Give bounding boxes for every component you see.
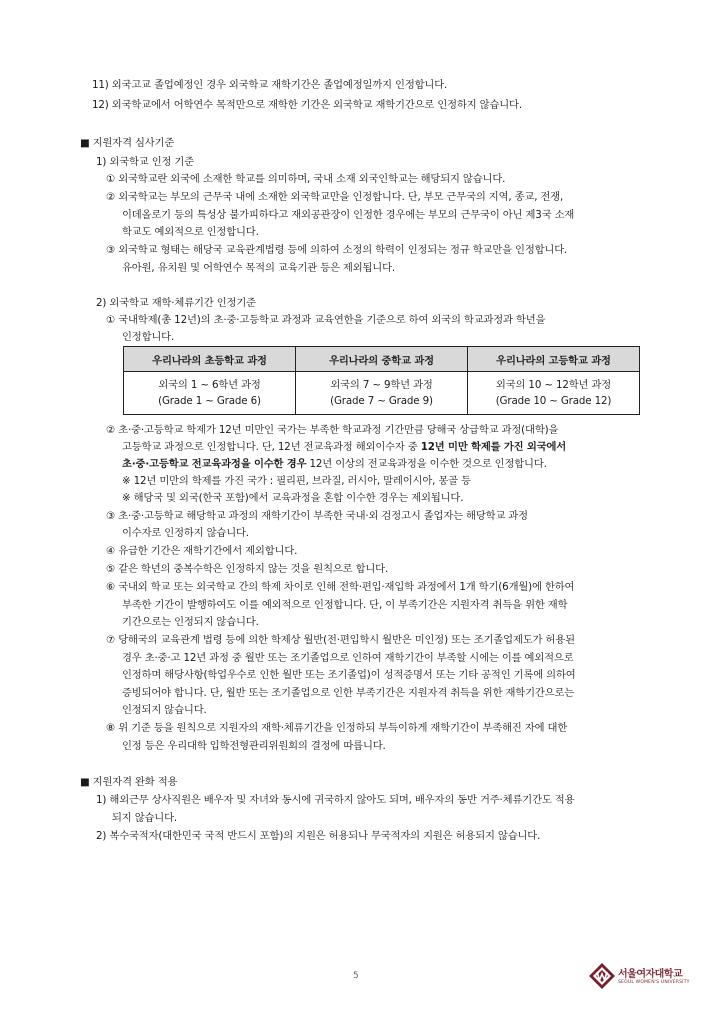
criteria-2-3-cont: 이수자로 인정하지 않습니다.	[122, 527, 249, 539]
criteria-2-7-cont4: 인정되지 않습니다.	[122, 704, 207, 716]
criteria-1-1: ① 외국학교란 외국에 소재한 학교를 의미하며, 국내 소재 외국인학교는 해당되지 않습니다.	[106, 173, 506, 185]
criteria-2-6: ⑥ 국내외 학교 또는 외국학교 간의 학제 차이로 인해 전학·편입·재입학 과정에서 1개 학기(6개월)에 한하여	[106, 581, 575, 593]
logo-name: 서울여자대학교	[618, 969, 683, 980]
cell-high: 외국의 10 ~ 12학년 과정 (Grade 10 ~ Grade 12)	[468, 372, 640, 415]
note-countries: ※ 12년 미만의 학제를 가진 국가 : 필리핀, 브라질, 러시아, 말레이시아, 몽골 등	[122, 475, 471, 487]
item-11: 11) 외국고교 졸업예정인 경우 외국학교 재학기간은 졸업예정일까지 인정합니다.	[92, 79, 448, 91]
criteria-2-2-cont2: 초·중·고등학교 전교육과정을 이수한 경우 12년 이상의 전교육과정을 이수한 것으로 인정합니다.	[122, 458, 547, 470]
criteria-2-8: ⑧ 위 기준 등을 원칙으로 지원자의 재학·체류기간을 인정하되 부득이하게 재학기간이 부족해진 자에 대한	[106, 722, 568, 734]
table-header-row	[124, 347, 640, 372]
relaxation-2: 2) 복수국적자(대한민국 국적 반드시 포함)의 지원은 허용되나 무국적자의 지원은 허용되지 않습니다.	[96, 830, 541, 842]
university-logo	[588, 962, 690, 992]
relaxation-1-cont: 되지 않습니다.	[112, 812, 178, 824]
subheading-period-recognition: 2) 외국학교 재학·체류기간 인정기준	[96, 297, 256, 309]
university-emblem-icon	[588, 962, 616, 990]
table-row	[124, 372, 640, 415]
header-elementary: 우리나라의 초등학교 과정	[124, 347, 296, 372]
criteria-2-3: ③ 초·중·고등학교 해당학교 과정의 재학기간이 부족한 국내·외 검정고시 졸업자는 해당학교 과정	[106, 510, 528, 522]
section-heading-criteria: ■ 지원자격 심사기준	[80, 137, 175, 149]
relaxation-1: 1) 해외근무 상사직원은 배우자 및 자녀와 동시에 귀국하지 않아도 되며, 배우자의 동반 거주·체류기간도 적용	[96, 794, 575, 806]
criteria-2-6-cont2: 기간으로는 인정되지 않습니다.	[122, 616, 259, 628]
criteria-2-7: ⑦ 당해국의 교육관계 법령 등에 의한 학제상 월반(전·편입학시 월반은 미인정) 또는 조기졸업제도가 허용된	[106, 634, 575, 646]
criteria-2-8-cont: 인정 등은 우리대학 입학전형관리위원회의 결정에 따릅니다.	[122, 740, 386, 752]
criteria-2-1-cont: 인정합니다.	[122, 331, 175, 343]
criteria-2-7-cont1: 경우 초·중·고 12년 과정 중 월반 또는 조기졸업으로 인하여 재학기간이 부족할 시에는 이를 예외적으로	[122, 652, 574, 664]
criteria-1-3-cont: 유아원, 유치원 및 어학연수 목적의 교육기관 등은 제외됩니다.	[122, 262, 396, 274]
criteria-1-2: ② 외국학교는 부모의 근무국 내에 소재한 외국학교만을 인정합니다. 단, 부모 근무국의 지역, 종교, 전쟁,	[106, 191, 564, 203]
criteria-1-2-cont1: 이데올로기 등의 특성상 불가피하다고 재외공관장이 인정한 경우에는 부모의 근무국이 아닌 제3국 소재	[122, 209, 575, 221]
criteria-2-1: ① 국내학제(총 12년)의 초·중·고등학교 과정과 교육연한을 기준으로 하여 외국의 학교과정과 학년을	[106, 314, 546, 326]
grade-equivalence-table	[123, 346, 640, 415]
criteria-2-5: ⑤ 같은 학년의 중복수학은 인정하지 않는 것을 원칙으로 합니다.	[106, 563, 389, 575]
logo-subtitle: SEOUL WOMEN'S UNIVERSITY	[618, 980, 690, 985]
header-middle: 우리나라의 중학교 과정	[296, 347, 468, 372]
criteria-2-7-cont3: 증빙되어야 합니다. 단, 월반 또는 조기졸업으로 인한 부족기간은 지원자격 취득을 위한 재학기간으로는	[122, 687, 575, 699]
criteria-2-2: ② 초·중·고등학교 학제가 12년 미만인 국가는 부족한 학교과정 기간만큼 당해국 상급학교 과정(대학)을	[106, 424, 559, 436]
cell-middle: 외국의 7 ~ 9학년 과정 (Grade 7 ~ Grade 9)	[296, 372, 468, 415]
criteria-1-2-cont2: 학교도 예외적으로 인정합니다.	[122, 226, 259, 238]
item-12: 12) 외국학교에서 어학연수 목적만으로 재학한 기간은 외국학교 재학기간으로 인정하지 않습니다.	[92, 99, 522, 111]
note-mixed: ※ 해당국 및 외국(한국 포함)에서 교육과정을 혼합 이수한 경우는 제외됩니다.	[122, 492, 464, 504]
criteria-2-6-cont1: 부족한 기간이 발행하여도 이를 예외적으로 인정합니다. 단, 이 부족기간은 지원자격 취득을 위한 재학	[122, 599, 568, 611]
cell-elementary: 외국의 1 ~ 6학년 과정 (Grade 1 ~ Grade 6)	[124, 372, 296, 415]
criteria-2-2-cont1: 고등학교 과정으로 인정합니다. 단, 12년 전교육과정 해외이수자 중 12년 미만 학제를 가진 외국에서	[122, 441, 567, 453]
criteria-2-4: ④ 유급한 기간은 재학기간에서 제외합니다.	[106, 545, 298, 557]
page-number: 5	[353, 971, 359, 981]
criteria-2-7-cont2: 인정하며 해당사항(학업우수로 인한 월반 또는 조기졸업)이 성적증명서 또는 기타 공적인 기록에 의하여	[122, 669, 576, 681]
header-high: 우리나라의 고등학교 과정	[468, 347, 640, 372]
criteria-1-3: ③ 외국학교 형태는 해당국 교육관계법령 등에 의하여 소정의 학력이 인정되는 정규 학교만을 인정합니다.	[106, 244, 568, 256]
subheading-school-recognition: 1) 외국학교 인정 기준	[96, 156, 195, 168]
section-heading-relaxation: ■ 지원자격 완화 적용	[80, 776, 178, 788]
